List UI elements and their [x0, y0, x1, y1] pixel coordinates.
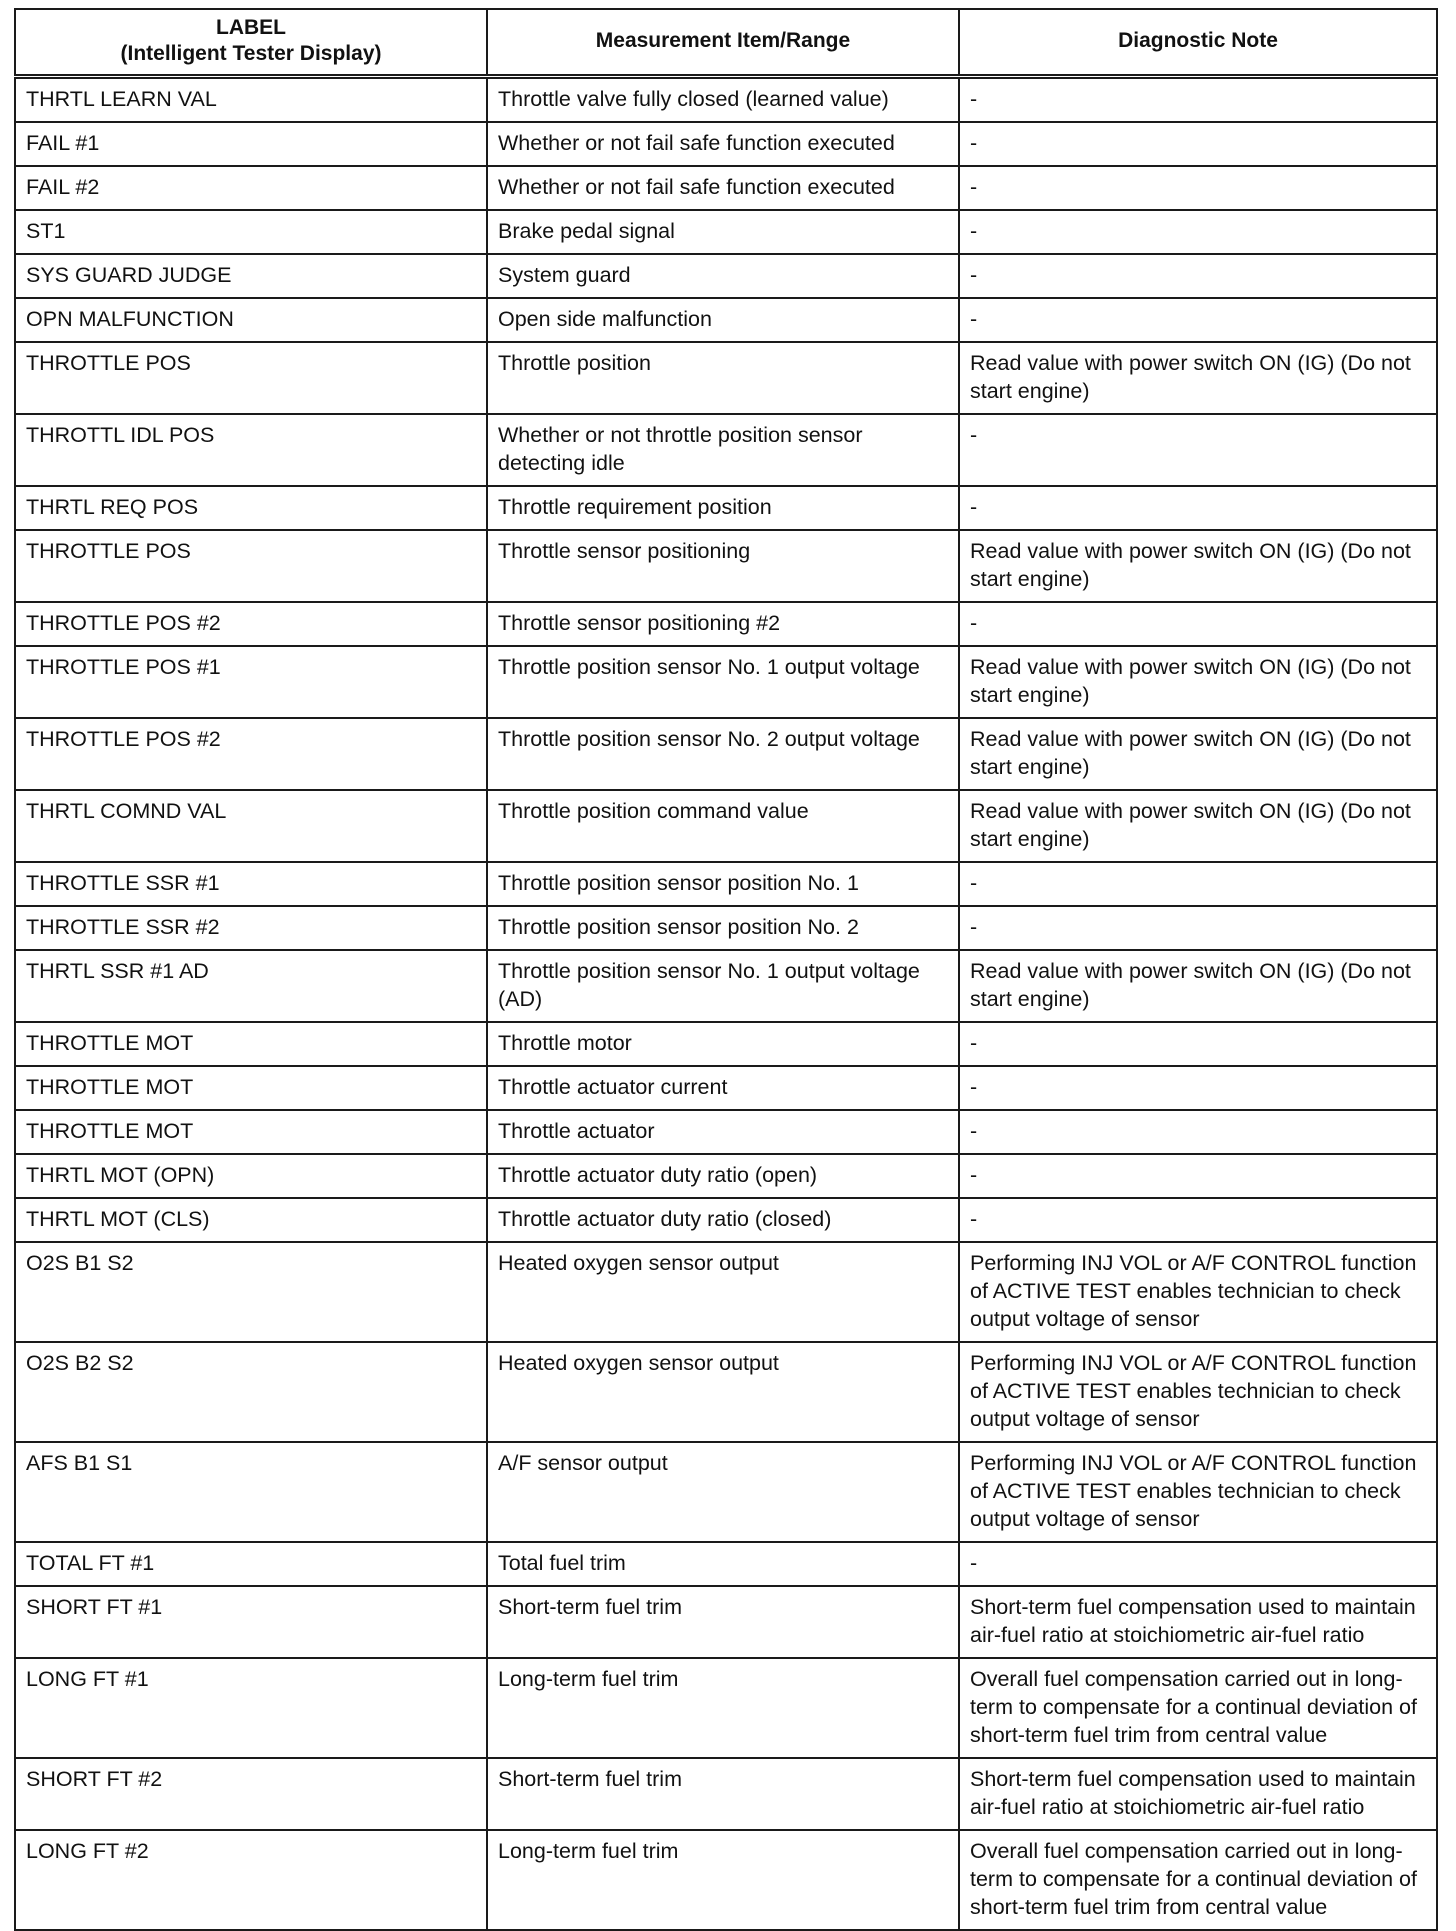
header-measurement: Measurement Item/Range — [487, 9, 959, 77]
diagnostic-note-cell: Performing INJ VOL or A/F CONTROL function of ACTIVE TEST enables technician to check output voltage of sensor — [959, 1442, 1437, 1542]
diagnostic-note-cell: Read value with power switch ON (IG) (Do not start engine) — [959, 790, 1437, 862]
label-cell: LONG FT #1 — [15, 1658, 487, 1758]
label-cell: THRTL REQ POS — [15, 486, 487, 530]
diagnostic-note-cell: Short-term fuel compensation used to maintain air-fuel ratio at stoichiometric air-fuel ratio — [959, 1758, 1437, 1830]
table-row — [15, 166, 1437, 210]
table-row — [15, 1542, 1437, 1586]
measurement-cell: Throttle actuator — [487, 1110, 959, 1154]
diagnostic-note-cell: Short-term fuel compensation used to maintain air-fuel ratio at stoichiometric air-fuel ratio — [959, 1586, 1437, 1658]
label-cell: FAIL #1 — [15, 122, 487, 166]
table-row — [15, 486, 1437, 530]
diagnostic-note-cell: - — [959, 1022, 1437, 1066]
table-row — [15, 414, 1437, 486]
measurement-cell: Short-term fuel trim — [487, 1586, 959, 1658]
table-row — [15, 718, 1437, 790]
label-cell: TOTAL FT #1 — [15, 1542, 487, 1586]
table-row — [15, 1154, 1437, 1198]
measurement-cell: System guard — [487, 254, 959, 298]
diagnostic-note-cell: - — [959, 77, 1437, 123]
measurement-cell: Throttle requirement position — [487, 486, 959, 530]
label-cell: ST1 — [15, 210, 487, 254]
table-row — [15, 646, 1437, 718]
table-row — [15, 1022, 1437, 1066]
table-row — [15, 1830, 1437, 1930]
measurement-cell: Throttle actuator duty ratio (closed) — [487, 1198, 959, 1242]
table-row — [15, 906, 1437, 950]
label-cell: SHORT FT #1 — [15, 1586, 487, 1658]
label-cell: FAIL #2 — [15, 166, 487, 210]
label-cell: THROTTLE MOT — [15, 1066, 487, 1110]
diagnostic-note-cell: - — [959, 298, 1437, 342]
label-cell: O2S B1 S2 — [15, 1242, 487, 1342]
label-cell: OPN MALFUNCTION — [15, 298, 487, 342]
table-row — [15, 254, 1437, 298]
table-row — [15, 790, 1437, 862]
measurement-cell: Throttle actuator duty ratio (open) — [487, 1154, 959, 1198]
diagnostic-note-cell: Performing INJ VOL or A/F CONTROL function of ACTIVE TEST enables technician to check output voltage of sensor — [959, 1242, 1437, 1342]
measurement-cell: Throttle position sensor position No. 1 — [487, 862, 959, 906]
label-cell: THROTTLE SSR #2 — [15, 906, 487, 950]
measurement-cell: Heated oxygen sensor output — [487, 1242, 959, 1342]
table-row — [15, 298, 1437, 342]
diagnostic-note-cell: - — [959, 210, 1437, 254]
label-cell: THROTTLE POS #2 — [15, 718, 487, 790]
table-row — [15, 1586, 1437, 1658]
measurement-cell: Throttle position — [487, 342, 959, 414]
data-list-table — [14, 8, 1438, 1931]
measurement-cell: Throttle actuator current — [487, 1066, 959, 1110]
diagnostic-note-cell: Read value with power switch ON (IG) (Do not start engine) — [959, 530, 1437, 602]
diagnostic-note-cell: - — [959, 1198, 1437, 1242]
table-row — [15, 1342, 1437, 1442]
measurement-cell: Throttle valve fully closed (learned value) — [487, 77, 959, 123]
table-row — [15, 950, 1437, 1022]
measurement-cell: Open side malfunction — [487, 298, 959, 342]
measurement-cell: Throttle sensor positioning #2 — [487, 602, 959, 646]
header-diagnostic-note: Diagnostic Note — [959, 9, 1437, 77]
measurement-cell: Throttle position sensor No. 1 output voltage — [487, 646, 959, 718]
measurement-cell: Throttle position sensor position No. 2 — [487, 906, 959, 950]
label-cell: O2S B2 S2 — [15, 1342, 487, 1442]
label-cell: SYS GUARD JUDGE — [15, 254, 487, 298]
label-cell: THROTTLE SSR #1 — [15, 862, 487, 906]
label-cell: THRTL MOT (OPN) — [15, 1154, 487, 1198]
measurement-cell: Throttle position command value — [487, 790, 959, 862]
header-label — [15, 9, 487, 77]
diagnostic-note-cell: - — [959, 414, 1437, 486]
label-cell: THRTL MOT (CLS) — [15, 1198, 487, 1242]
table-row — [15, 1066, 1437, 1110]
measurement-cell: Throttle motor — [487, 1022, 959, 1066]
table-row — [15, 1758, 1437, 1830]
diagnostic-note-cell: Read value with power switch ON (IG) (Do not start engine) — [959, 646, 1437, 718]
measurement-cell: Long-term fuel trim — [487, 1830, 959, 1930]
label-cell: THROTTLE POS — [15, 530, 487, 602]
table-row — [15, 530, 1437, 602]
diagnostic-note-cell: - — [959, 1154, 1437, 1198]
label-cell: THROTTLE POS — [15, 342, 487, 414]
label-cell: SHORT FT #2 — [15, 1758, 487, 1830]
measurement-cell: Throttle position sensor No. 2 output voltage — [487, 718, 959, 790]
diagnostic-note-cell: Read value with power switch ON (IG) (Do not start engine) — [959, 718, 1437, 790]
measurement-cell: Throttle position sensor No. 1 output voltage (AD) — [487, 950, 959, 1022]
measurement-cell: Long-term fuel trim — [487, 1658, 959, 1758]
diagnostic-note-cell: - — [959, 122, 1437, 166]
table-row — [15, 342, 1437, 414]
diagnostic-note-cell: - — [959, 1110, 1437, 1154]
diagnostic-note-cell: Read value with power switch ON (IG) (Do not start engine) — [959, 950, 1437, 1022]
table-body — [15, 77, 1437, 1931]
table-row — [15, 1110, 1437, 1154]
measurement-cell: Total fuel trim — [487, 1542, 959, 1586]
header-label-line2: (Intelligent Tester Display) — [120, 42, 382, 65]
label-cell: THROTTLE POS #1 — [15, 646, 487, 718]
diagnostic-note-cell: - — [959, 862, 1437, 906]
measurement-cell: Whether or not fail safe function executed — [487, 166, 959, 210]
label-cell: LONG FT #2 — [15, 1830, 487, 1930]
table-header-row — [15, 9, 1437, 77]
table-row — [15, 1658, 1437, 1758]
table-row — [15, 1198, 1437, 1242]
label-cell: THRTL LEARN VAL — [15, 77, 487, 123]
diagnostic-note-cell: - — [959, 602, 1437, 646]
measurement-cell: Throttle sensor positioning — [487, 530, 959, 602]
diagnostic-note-cell: - — [959, 254, 1437, 298]
diagnostic-note-cell: - — [959, 486, 1437, 530]
diagnostic-note-cell: Overall fuel compensation carried out in long-term to compensate for a continual deviation of short-term fuel trim from central value — [959, 1830, 1437, 1930]
label-cell: THROTTL IDL POS — [15, 414, 487, 486]
table-row — [15, 122, 1437, 166]
table-row — [15, 1442, 1437, 1542]
label-cell: AFS B1 S1 — [15, 1442, 487, 1542]
measurement-cell: Heated oxygen sensor output — [487, 1342, 959, 1442]
table-row — [15, 210, 1437, 254]
label-cell: THROTTLE MOT — [15, 1110, 487, 1154]
label-cell: THROTTLE POS #2 — [15, 602, 487, 646]
label-cell: THROTTLE MOT — [15, 1022, 487, 1066]
diagnostic-note-cell: Overall fuel compensation carried out in long-term to compensate for a continual deviation of short-term fuel trim from central value — [959, 1658, 1437, 1758]
measurement-cell: Whether or not fail safe function executed — [487, 122, 959, 166]
diagnostic-note-cell: Performing INJ VOL or A/F CONTROL function of ACTIVE TEST enables technician to check output voltage of sensor — [959, 1342, 1437, 1442]
diagnostic-note-cell: Read value with power switch ON (IG) (Do not start engine) — [959, 342, 1437, 414]
table-row — [15, 1242, 1437, 1342]
measurement-cell: Whether or not throttle position sensor detecting idle — [487, 414, 959, 486]
table-row — [15, 862, 1437, 906]
label-cell: THRTL SSR #1 AD — [15, 950, 487, 1022]
label-cell: THRTL COMND VAL — [15, 790, 487, 862]
table-row — [15, 77, 1437, 123]
data-list-sheet — [14, 8, 1436, 1931]
table-row — [15, 602, 1437, 646]
diagnostic-note-cell: - — [959, 906, 1437, 950]
measurement-cell: Short-term fuel trim — [487, 1758, 959, 1830]
header-label-line1: LABEL — [216, 16, 286, 39]
measurement-cell: A/F sensor output — [487, 1442, 959, 1542]
measurement-cell: Brake pedal signal — [487, 210, 959, 254]
diagnostic-note-cell: - — [959, 1066, 1437, 1110]
diagnostic-note-cell: - — [959, 1542, 1437, 1586]
diagnostic-note-cell: - — [959, 166, 1437, 210]
